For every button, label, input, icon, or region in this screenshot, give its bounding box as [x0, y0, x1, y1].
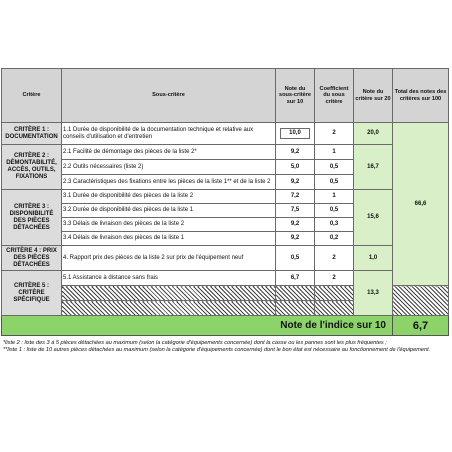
repairability-index-sheet	[1, 68, 450, 354]
subcriterion-2-2: 2.2 Outils nécessaires (liste 2)	[62, 160, 276, 175]
criterion-5-note: 13,3	[354, 271, 393, 316]
coef-2-3: 0,5	[315, 175, 354, 190]
coef-5-1: 2	[315, 271, 354, 286]
total-score: 66,6	[393, 123, 449, 286]
table-row	[2, 145, 449, 160]
repairability-table	[1, 68, 449, 336]
note-2-3: 9,2	[276, 175, 315, 190]
final-row	[2, 316, 449, 336]
final-score: 6,7	[393, 316, 449, 336]
header-sous-critere: Sous-critère	[62, 69, 276, 123]
note-1-1: 10,0	[280, 128, 311, 139]
table-row	[2, 190, 449, 204]
coef-2-1: 1	[315, 145, 354, 160]
table-row	[2, 246, 449, 271]
hatched-cell	[276, 301, 315, 316]
note-3-3: 9,2	[276, 218, 315, 232]
header-total: Total des notes des critères sur 100	[393, 69, 449, 123]
criterion-4-label: CRITÈRE 4 : PRIX DES PIÈCES DÉTACHÉES	[2, 246, 62, 271]
criterion-3-label: CRITÈRE 3 : DISPONIBILITÉ DES PIÈCES DÉTACHÉES	[2, 190, 62, 246]
criterion-3-note: 15,6	[354, 190, 393, 246]
note-3-2: 7,5	[276, 204, 315, 218]
coef-3-1: 1	[315, 190, 354, 204]
note-4: 0,5	[276, 246, 315, 271]
subcriterion-3-4: 3.4 Délais de livraison des pièces de la liste 1	[62, 232, 276, 246]
coef-1-1: 2	[315, 123, 354, 145]
note-2-2: 5,0	[276, 160, 315, 175]
subcriterion-2-3: 2.3 Caractéristiques des fixations entre les pièces de la liste 1** et de la liste 2	[62, 175, 276, 190]
note-3-1: 7,2	[276, 190, 315, 204]
header-row	[2, 69, 449, 123]
criterion-2-note: 16,7	[354, 145, 393, 190]
coef-4: 2	[315, 246, 354, 271]
hatched-cell	[315, 286, 354, 301]
hatched-cell	[315, 301, 354, 316]
hatched-cell	[62, 286, 276, 301]
note-2-1: 9,2	[276, 145, 315, 160]
table-row	[2, 271, 449, 286]
subcriterion-1-1: 1.1 Durée de disponibilité de la documentation technique et relative aux conseils d'utilisation et d'entretien	[62, 123, 276, 145]
subcriterion-2-1: 2.1 Facilité de démontage des pièces de la liste 2*	[62, 145, 276, 160]
footnote-liste-1: **liste 1 : liste de 10 autres pièces détachées au maximum (selon la catégorie d'équipements concernée) dont le bon état est nécessaire au fonctionnement de l'équipement.	[3, 347, 431, 353]
subcriterion-5-1: 5.1 Assistance à distance sans frais	[62, 271, 276, 286]
footnotes	[3, 340, 443, 354]
criterion-1-label: CRITÈRE 1 : DOCUMENTATION	[2, 123, 62, 145]
coef-3-2: 0,5	[315, 204, 354, 218]
hatched-cell	[276, 286, 315, 301]
header-note-sous-critere: Note du sous-critère sur 10	[276, 69, 315, 123]
final-label: Note de l'indice sur 10	[2, 316, 393, 336]
criterion-5-label: CRITÈRE 5 : CRITÈRE SPÉCIFIQUE	[2, 271, 62, 316]
header-note-critere: Note du critère sur 20	[354, 69, 393, 123]
criterion-4-note: 1,0	[354, 246, 393, 271]
hatched-cell	[62, 301, 276, 316]
subcriterion-3-1: 3.1 Durée de disponibilité des pièces de la liste 2	[62, 190, 276, 204]
coef-3-3: 0,3	[315, 218, 354, 232]
header-coefficient: Coefficient du sous critère	[315, 69, 354, 123]
subcriterion-4: 4. Rapport prix des pièces de la liste 2 sur prix de l'équipement neuf	[62, 246, 276, 271]
header-critere: Critère	[2, 69, 62, 123]
hatched-cell	[393, 286, 449, 316]
footnote-liste-2: *liste 2 : liste des 3 à 5 pièces détachées au maximum (selon la catégorie d'équipements concernée) dont la casse ou les pannes sont les plus fréquentes ;	[3, 340, 387, 346]
coef-2-2: 0,5	[315, 160, 354, 175]
coef-3-4: 0,2	[315, 232, 354, 246]
table-row	[2, 123, 449, 145]
criterion-1-note: 20,0	[354, 123, 393, 145]
subcriterion-3-3: 3.3 Délais de livraison des pièces de la liste 2	[62, 218, 276, 232]
note-3-4: 9,2	[276, 232, 315, 246]
subcriterion-3-2: 3.2 Durée de disponibilité des pièces de la liste 1	[62, 204, 276, 218]
note-5-1: 6,7	[276, 271, 315, 286]
criterion-2-label: CRITÈRE 2 : DÉMONTABILITÉ, ACCÈS, OUTILS, FIXATIONS	[2, 145, 62, 190]
